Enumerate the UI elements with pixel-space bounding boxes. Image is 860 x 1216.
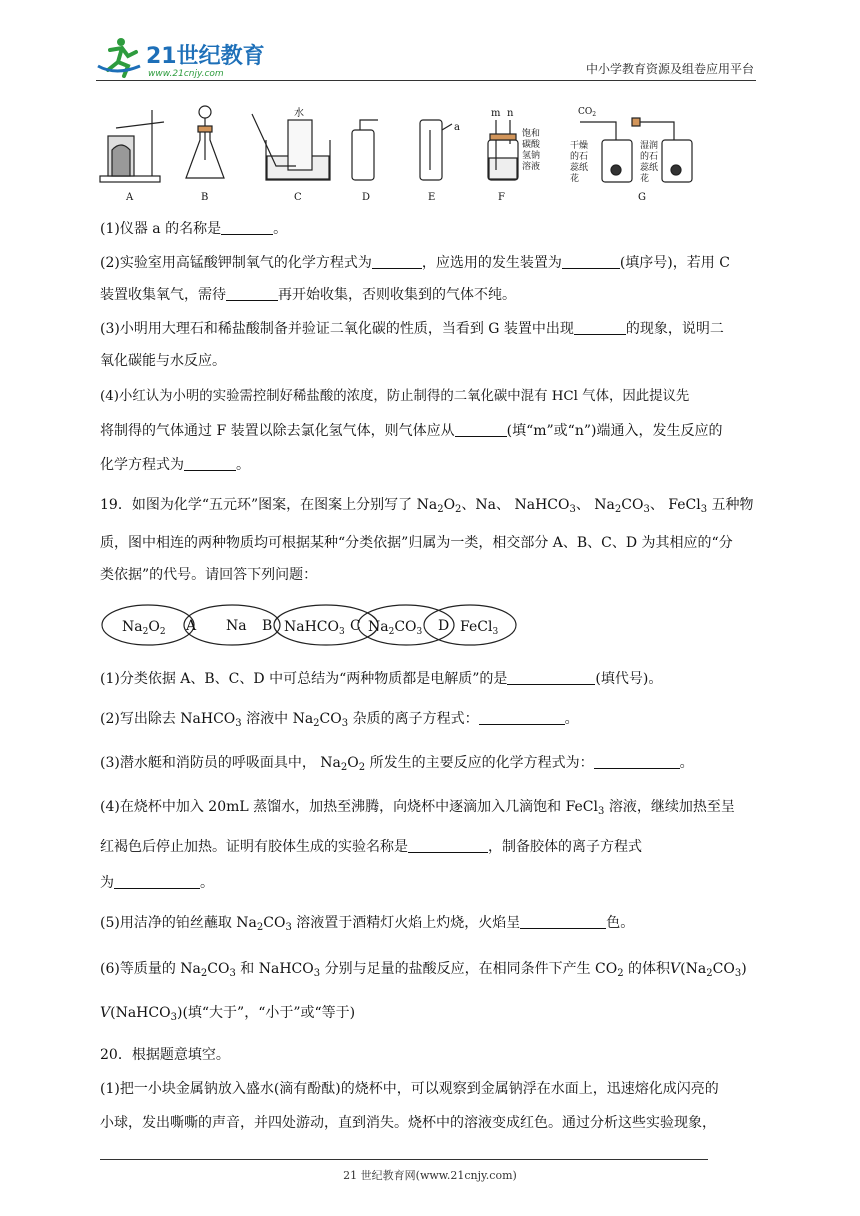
apparatus-g [580,118,692,182]
answer-blank[interactable] [226,286,278,301]
ring-na2o2: $Na_2O_2$ [122,619,166,637]
site-logo [96,36,266,80]
answer-blank[interactable] [221,220,273,235]
q18-part4-line2: 将制得的气体通过 F 装置以除去氯化氢气体，则气体应从 (填“m”或“n”)端通入，发生反应的 [100,423,723,439]
wet-note-1: 湿润 [640,141,659,151]
q18-part1: (1)仪器 a 的名称是 。 [100,221,288,237]
ring-nahco3: NaHCO$_3$ [284,619,345,637]
q18-part4-line1: (4)小红认为小明的实验需控制好稀盐酸的浓度，防止制得的二氧化碳中混有 HCl 气体，因此提议先 [100,389,690,404]
apparatus-e [420,120,452,180]
logo-text: 21世纪教育 [146,44,265,69]
dry-note-4: 花 [570,174,580,184]
wet-note-4: 花 [640,174,650,184]
wet-note-3: 蕊纸 [640,163,659,173]
platform-name: 中小学教育资源及组卷应用平台 [585,62,754,76]
answer-blank[interactable] [455,422,507,437]
answer-blank[interactable] [184,456,236,471]
label-a: A [126,192,134,203]
q19-part4-line1: (4)在烧杯中加入 20mL 蒸馏水，加热至沸腾，向烧杯中逐滴加入几滴饱和 FeCl$_3$ 溶液，继续加热至呈 [100,799,735,817]
footer-source: 21 世纪教育网(www.21cnjy.com) [343,1169,517,1182]
q18-part3-line2: 氧化碳能与水反应。 [100,353,226,369]
q19-part2: (2)写出除去 NaHCO$_3$ 溶液中 $Na_2CO_3$ 杂质的离子方程式： 。 [100,711,579,729]
f-note-1: 饱和 [522,129,541,139]
instrument-a-label: a [454,122,460,133]
label-e: E [428,192,436,203]
q19-part5: (5)用洁净的铂丝蘸取 $Na_2CO_3$ 溶液置于酒精灯火焰上灼烧，火焰呈 色。 [100,915,635,933]
q20-title: 20．根据题意填空。 [100,1047,230,1063]
label-g: G [638,192,646,203]
q20-part1-line2: 小球，发出嘶嘶的声音，并四处游动，直到消失。烧杯中的溶液变成红色。通过分析这些实验现象， [100,1115,716,1131]
q19-part1: (1)分类依据 A、B、C、D 中可总结为“两种物质都是电解质”的是 (填代号)。 [100,671,663,687]
q18-part4-line3: 化学方程式为 。 [100,457,250,473]
footer-divider [100,1159,708,1160]
answer-blank[interactable] [372,254,422,269]
five-ring-diagram [100,600,520,648]
answer-blank[interactable] [574,320,626,335]
q19-part6-line2: V(NaHCO$_3$)(填“大于”，“小于”或“等于) [100,1005,356,1023]
q19-part4-line3: 为 。 [100,875,214,891]
ring-label-a: A [186,618,197,634]
ring-na2co3: $Na_2CO_3$ [368,619,423,637]
ring-label-b: B [262,618,273,634]
q19-part4-line2: 红褐色后停止加热。证明有胶体生成的实验名称是 ，制备胶体的离子方程式 [100,839,642,855]
answer-blank[interactable] [594,754,680,769]
answer-blank[interactable] [479,710,565,725]
lab-apparatus-figure [96,100,716,208]
ring-fecl3: FeCl$_3$ [460,619,499,637]
dry-note-3: 蕊纸 [570,163,589,173]
n-label: n [507,108,514,119]
apparatus-a [100,110,164,182]
ring-label-c: C [350,618,361,634]
ring-na: Na [226,618,247,634]
apparatus-d [352,120,378,180]
header-divider [96,80,756,81]
m-label: m [491,108,501,119]
dry-note-1: 干燥 [570,141,589,151]
q19-intro-line1: 19．如图为化学“五元环”图案，在图案上分别写了 $Na_2O_2$、Na、 NaHCO$_3$、 $Na_2CO_3$、 FeCl$_3$ 五种物 [100,497,754,515]
label-c: C [294,192,302,203]
runner-icon [98,38,140,76]
answer-blank[interactable] [114,874,200,889]
apparatus-b [186,106,224,178]
water-label: 水 [294,108,304,119]
logo-url: www.21cnjy.com [148,69,224,79]
ring-label-d: D [438,618,450,634]
f-note-4: 溶液 [522,162,541,172]
q19-part6-line1: (6)等质量的 $Na_2CO_3$ 和 NaHCO$_3$ 分别与足量的盐酸反应，在相同条件下产生 $CO_2$ 的体积$V(Na_2CO_3)$ [100,961,747,979]
q20-part1-line1: (1)把一小块金属钠放入盛水(滴有酚酞)的烧杯中，可以观察到金属钠浮在水面上，迅速熔化成闪亮的 [100,1081,719,1097]
q19-part3: (3)潜水艇和消防员的呼吸面具中， $Na_2O_2$ 所发生的主要反应的化学方程式为： 。 [100,755,694,773]
q18-part2-line2: 装置收集氧气，需待 再开始收集，否则收集到的气体不纯。 [100,287,516,303]
apparatus-c [252,114,330,180]
answer-blank[interactable] [507,670,595,685]
q19-intro-line3: 类依据”的代号。请回答下列问题： [100,567,318,583]
label-b: B [201,192,209,203]
dry-note-2: 的石 [570,152,589,162]
q18-part3-line1: (3)小明用大理石和稀盐酸制备并验证二氧化碳的性质，当看到 G 装置中出现 的现象，说明二 [100,321,724,337]
apparatus-f [488,120,518,180]
q19-intro-line2: 质，图中相连的两种物质均可根据某种“分类依据”归属为一类，相交部分 A、B、C、D 为其相应的“分 [100,535,733,551]
answer-blank[interactable] [408,838,488,853]
co2-label: $CO_2$ [578,107,597,118]
answer-blank[interactable] [520,914,606,929]
q18-part2-line1: (2)实验室用高锰酸钾制氧气的化学方程式为 ，应选用的发生装置为 (填序号)，若用 C [100,255,730,271]
label-d: D [362,192,371,203]
f-note-3: 氢钠 [522,151,541,161]
answer-blank[interactable] [562,254,620,269]
f-note-2: 碳酸 [522,140,541,150]
label-f: F [498,192,505,203]
wet-note-2: 的石 [640,152,659,162]
